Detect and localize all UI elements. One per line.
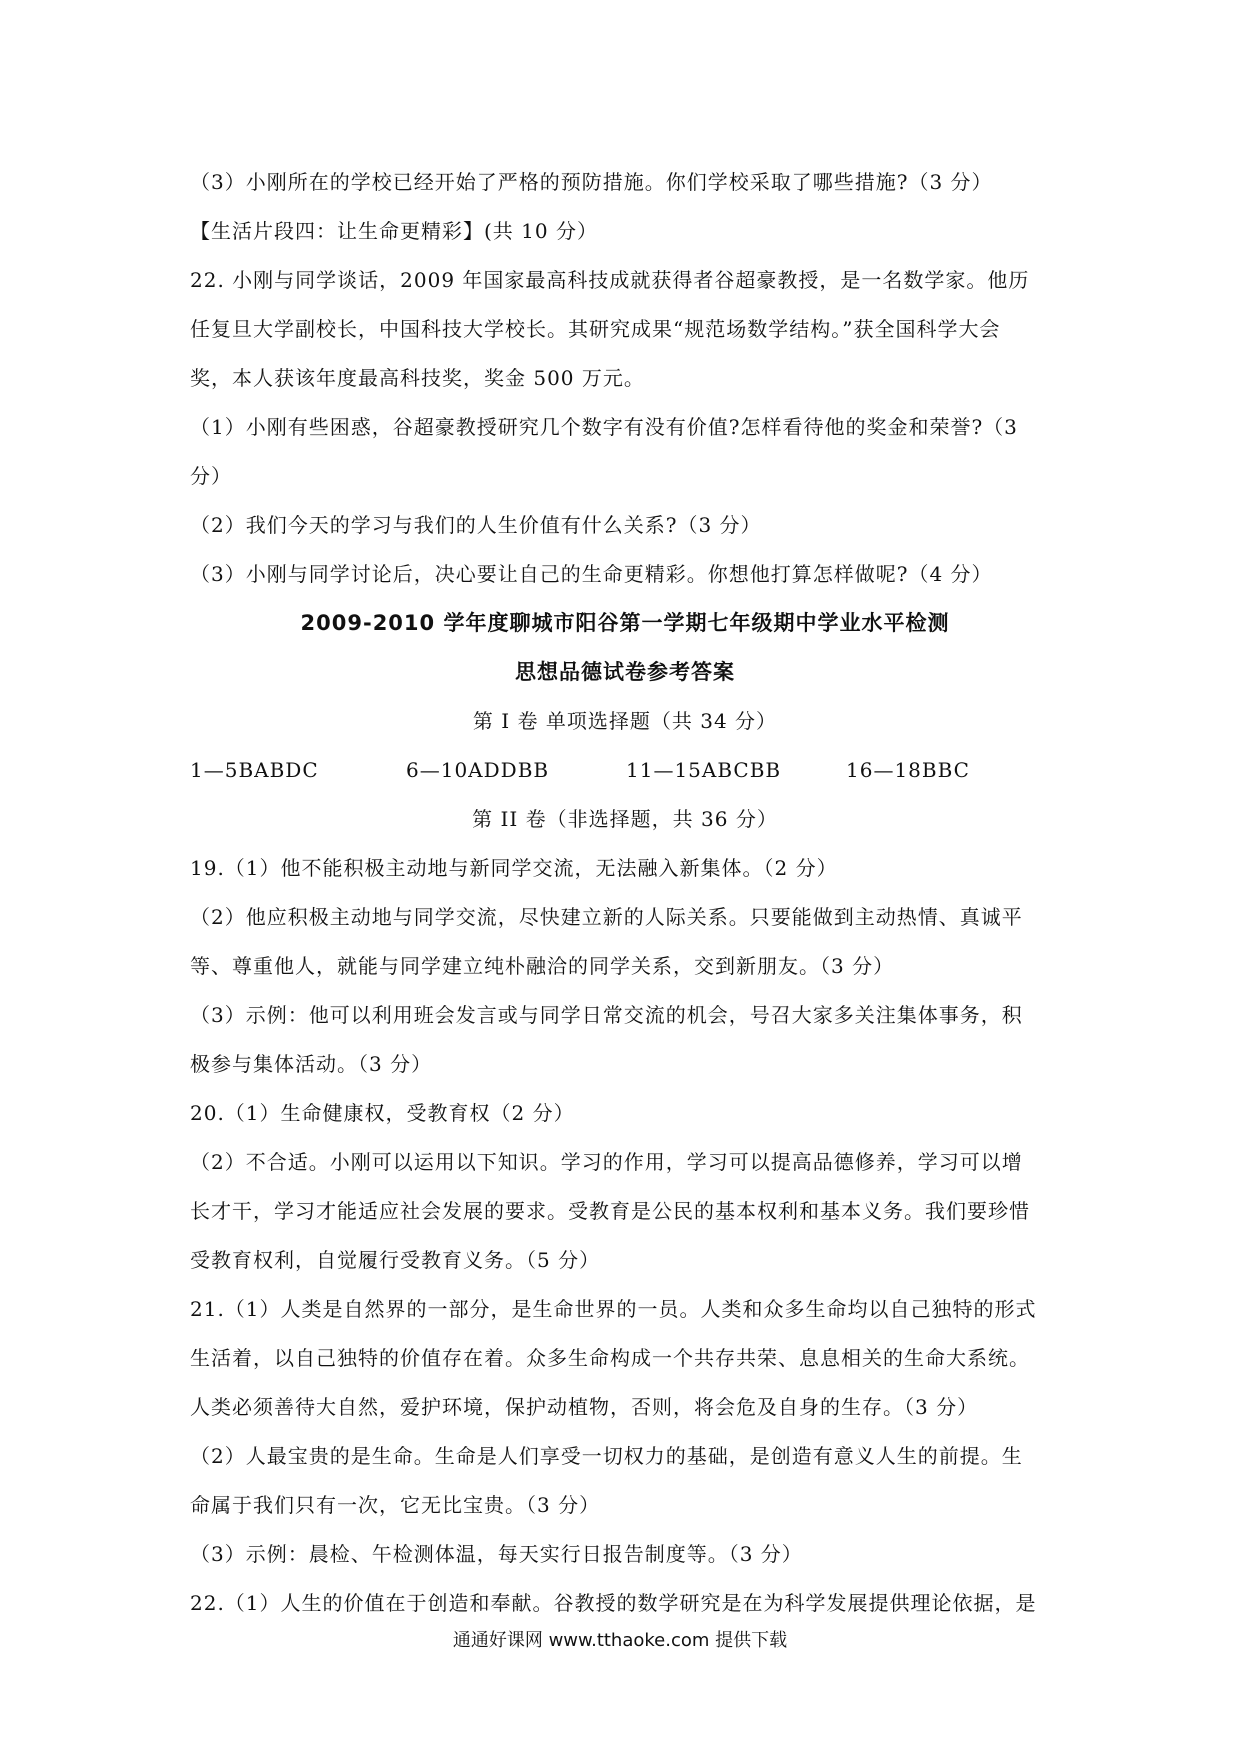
answer-21-2-line-2: 命属于我们只有一次，它无比宝贵。（3 分）: [190, 1493, 601, 1517]
answer-19-1: 19.（1）他不能积极主动地与新同学交流，无法融入新集体。（2 分）: [190, 856, 838, 880]
part-2-heading: 第 II 卷（非选择题，共 36 分）: [472, 807, 778, 831]
answer-21-1-line-3: 人类必须善待大自然，爱护环境，保护动植物，否则，将会危及自身的生存。（3 分）: [190, 1395, 979, 1419]
answer-21-2-line-1: （2）人最宝贵的是生命。生命是人们享受一切权力的基础，是创造有意义人生的前提。生: [190, 1444, 1023, 1468]
answer-20-2-line-1: （2）不合适。小刚可以运用以下知识。学习的作用，学习可以提高品德修养，学习可以增: [190, 1150, 1023, 1174]
question-22-2: （2）我们今天的学习与我们的人生价值有什么关系?（3 分）: [190, 513, 762, 537]
mc-answer-group: 11—15ABCBB: [626, 758, 782, 782]
answer-key-title: 2009-2010 学年度聊城市阳谷第一学期七年级期中学业水平检测: [300, 611, 950, 635]
answer-21-1-line-1: 21.（1）人类是自然界的一部分，是生命世界的一员。人类和众多生命均以自己独特的形式: [190, 1297, 1037, 1321]
question-21-3: （3）小刚所在的学校已经开始了严格的预防措施。你们学校采取了哪些措施?（3 分）: [190, 170, 993, 194]
page-footer: 通通好课网 www.tthaoke.com 提供下载: [452, 1630, 788, 1651]
answer-21-3: （3）示例：晨检、午检测体温，每天实行日报告制度等。（3 分）: [190, 1542, 803, 1566]
question-22-1-line-1: （1）小刚有些困惑，谷超豪教授研究几个数字有没有价值?怎样看待他的奖金和荣誉?（3: [190, 415, 1018, 439]
answer-22-1-line-1: 22.（1）人生的价值在于创造和奉献。谷教授的数学研究是在为科学发展提供理论依据，是: [190, 1591, 1037, 1615]
question-22-3: （3）小刚与同学讨论后，决心要让自己的生命更精彩。你想他打算怎样做呢?（4 分）: [190, 562, 993, 586]
answer-20-2-line-2: 长才干，学习才能适应社会发展的要求。受教育是公民的基本权利和基本义务。我们要珍惜: [190, 1199, 1030, 1223]
question-22-stem-line-3: 奖，本人获该年度最高科技奖，奖金 500 万元。: [190, 366, 645, 390]
answer-19-2-line-1: （2）他应积极主动地与同学交流，尽快建立新的人际关系。只要能做到主动热情、真诚平: [190, 905, 1023, 929]
answer-20-2-line-3: 受教育权利，自觉履行受教育义务。（5 分）: [190, 1248, 601, 1272]
answer-key-subtitle: 思想品德试卷参考答案: [515, 660, 735, 684]
answer-19-3-line-1: （3）示例：他可以利用班会发言或与同学日常交流的机会，号召大家多关注集体事务，积: [190, 1003, 1023, 1027]
part-1-heading: 第 I 卷 单项选择题（共 34 分）: [472, 709, 778, 733]
mc-answer-group: 16—18BBC: [846, 758, 970, 782]
question-22-stem-line-2: 任复旦大学副校长，中国科技大学校长。其研究成果“规范场数学结构。”获全国科学大会: [190, 317, 1001, 341]
answer-21-1-line-2: 生活着，以自己独特的价值存在着。众多生命构成一个共存共荣、息息相关的生命大系统。: [190, 1346, 1030, 1370]
page-body: [190, 158, 1060, 1628]
answer-19-3-line-2: 极参与集体活动。（3 分）: [190, 1052, 433, 1076]
mc-answer-group: 1—5BABDC: [190, 758, 319, 782]
mc-answer-group: 6—10ADDBB: [406, 758, 550, 782]
answer-19-2-line-2: 等、尊重他人，就能与同学建立纯朴融洽的同学关系，交到新朋友。（3 分）: [190, 954, 895, 978]
question-22-1-line-2: 分）: [190, 464, 232, 488]
answer-20-1: 20.（1）生命健康权，受教育权（2 分）: [190, 1101, 575, 1125]
question-22-stem-line-1: 22. 小刚与同学谈话，2009 年国家最高科技成就获得者谷超豪教授，是一名数学家。他历: [190, 268, 1030, 292]
section-heading-4: 【生活片段四：让生命更精彩】(共 10 分）: [190, 219, 598, 243]
mc-answer-row: [190, 746, 1060, 795]
